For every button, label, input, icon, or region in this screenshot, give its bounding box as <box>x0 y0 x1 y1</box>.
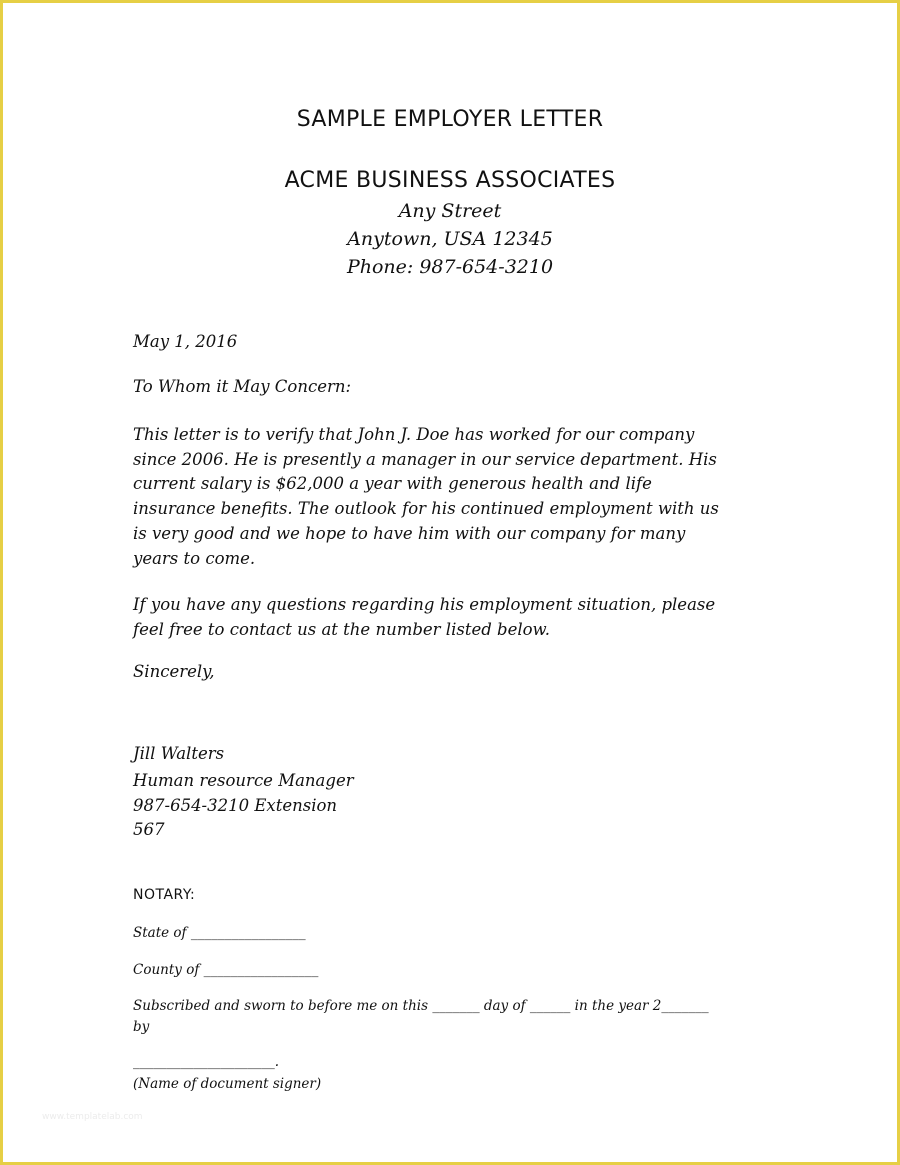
letter-date: May 1, 2016 <box>133 332 238 351</box>
signer-blank-line: _____________________. <box>133 1054 280 1070</box>
company-name: ACME BUSINESS ASSOCIATES <box>284 168 616 193</box>
closing: Sincerely, <box>133 662 215 681</box>
address-street: Any Street <box>398 200 502 222</box>
body-line: If you have any questions regarding his employment situation, please <box>133 595 716 614</box>
address-city: Anytown, USA 12345 <box>347 228 553 250</box>
body-paragraph-1 <box>133 423 719 571</box>
signature-extension: 567 <box>133 820 165 839</box>
notary-by-line: by <box>133 1019 150 1035</box>
signer-caption: (Name of document signer) <box>133 1076 322 1092</box>
body-line: feel free to contact us at the number listed below. <box>133 619 550 639</box>
body-line: current salary is $62,000 a year with generous health and life <box>133 474 652 494</box>
address-phone: Phone: 987-654-3210 <box>346 256 554 278</box>
body-line: is very good and we hope to have him with our company for many <box>133 523 686 543</box>
signature-title: Human resource Manager <box>133 771 354 790</box>
signature-name: Jill Walters <box>133 744 225 763</box>
notary-sworn-line: Subscribed and sworn to before me on this _______ day of ______ in the year 2_______ <box>133 998 709 1014</box>
body-line: since 2006. He is presently a manager in our service department. His <box>133 449 717 469</box>
notary-label: NOTARY: <box>133 887 196 903</box>
letter-title: SAMPLE EMPLOYER LETTER <box>296 107 604 132</box>
watermark: www.templatelab.com <box>42 1112 143 1122</box>
notary-county-line: County of _________________ <box>133 962 319 978</box>
body-line: This letter is to verify that John J. Doe has worked for our company <box>133 425 695 444</box>
body-line: years to come. <box>133 548 256 568</box>
salutation: To Whom it May Concern: <box>133 377 352 396</box>
notary-state-line: State of _________________ <box>133 925 306 941</box>
body-line: insurance benefits. The outlook for his continued employment with us <box>133 499 719 519</box>
signature-phone: 987-654-3210 Extension <box>133 796 338 815</box>
body-paragraph-2 <box>133 593 715 642</box>
